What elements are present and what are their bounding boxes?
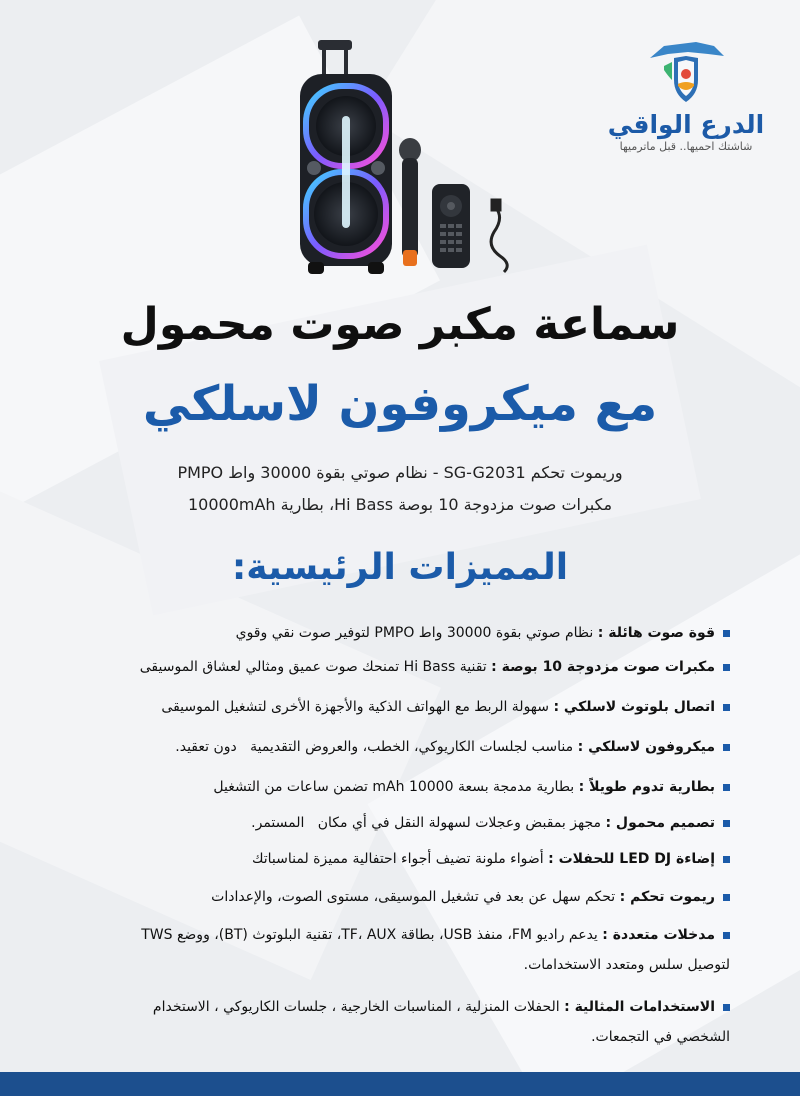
feature-text: مجهز بمقبض وعجلات لسهولة النقل في أي مكان <box>317 815 601 831</box>
feature-prefix: دون تعقيد. <box>175 739 237 755</box>
feature-label: قوة صوت هائلة : <box>597 625 715 641</box>
brand-name: الدرع الواقي <box>607 110 765 139</box>
feature-item <box>70 770 730 804</box>
subtitle-line-1: وريموت تحكم SG-G2031 - نظام صوتي بقوة 30000 واط PMPO <box>177 463 623 482</box>
features-heading: المميزات الرئيسية: <box>231 547 569 588</box>
feature-label: مكبرات صوت مزدوجة 10 بوصة : <box>491 659 715 675</box>
page-title: سماعة مكبر صوت محمول <box>120 299 680 350</box>
bullet-icon <box>723 744 730 751</box>
feature-text: تحكم سهل عن بعد في تشغيل الموسيقى، مستوى الصوت، والإعدادات <box>211 889 616 905</box>
product-image <box>290 36 540 286</box>
remote-control-icon <box>432 184 470 268</box>
feature-prefix: المستمر. <box>251 815 305 831</box>
feature-label: ريموت تحكم : <box>619 889 715 905</box>
bullet-icon <box>723 1004 730 1011</box>
feature-item <box>70 690 730 724</box>
feature-item <box>70 650 730 684</box>
feature-continuation: لتوصيل سلس ومتعدد الاستخدامات. <box>523 957 730 973</box>
feature-text: سهولة الربط مع الهواتف الذكية والأجهزة الأخرى لتشغيل الموسيقى <box>161 699 549 715</box>
feature-label: إضاءة LED DJ للحفلات : <box>548 851 715 867</box>
bullet-icon <box>723 784 730 791</box>
feature-label: مدخلات متعددة : <box>602 927 715 943</box>
bullet-icon <box>723 856 730 863</box>
bullet-icon <box>723 664 730 671</box>
feature-text: نظام صوتي بقوة 30000 واط PMPO لتوفير صوت نقي وقوي <box>235 625 594 641</box>
speaker-icon <box>300 40 392 274</box>
feature-item <box>70 918 730 952</box>
feature-text: بطارية مدمجة بسعة 10000 mAh تضمن ساعات من التشغيل <box>213 779 575 795</box>
feature-item <box>70 990 730 1024</box>
brand-tagline: شاشتك احميها.. قبل ماترميها <box>619 140 753 153</box>
feature-text: تقنية Hi Bass تمنحك صوت عميق ومثالي لعشاق الموسيقى <box>139 659 487 675</box>
feature-label: بطارية تدوم طويلاً : <box>578 779 715 795</box>
feature-continuation: الشخصي في التجمعات. <box>591 1029 730 1045</box>
footer-bar <box>0 1072 800 1096</box>
feature-item <box>70 730 730 764</box>
bullet-icon <box>723 630 730 637</box>
bullet-icon <box>723 820 730 827</box>
feature-label: تصميم محمول : <box>605 815 715 831</box>
feature-label: اتصال بلوتوث لاسلكي : <box>553 699 715 715</box>
bullet-icon <box>723 704 730 711</box>
feature-label: الاستخدامات المثالية : <box>564 999 715 1015</box>
feature-text: أضواء ملونة تضيف أجواء احتفالية مميزة لمناسباتك <box>251 851 544 867</box>
feature-label: ميكروفون لاسلكي : <box>577 739 715 755</box>
microphone-icon <box>399 138 421 266</box>
bullet-icon <box>723 894 730 901</box>
feature-item <box>70 842 730 876</box>
feature-text: يدعم راديو FM، منفذ USB، بطاقة TF، AUX، تقنية البلوتوث (BT)، ووضع TWS <box>141 927 598 943</box>
feature-item <box>70 616 730 650</box>
feature-item <box>70 806 730 840</box>
cable-icon <box>491 200 507 272</box>
subtitle-line-2: مكبرات صوت مزدوجة 10 بوصة Hi Bass، بطارية 10000mAh <box>187 495 613 514</box>
shield-logo-icon <box>644 36 728 108</box>
brand-logo <box>598 36 774 166</box>
bullet-icon <box>723 932 730 939</box>
page-subtitle-title: مع ميكروفون لاسلكي <box>142 376 658 432</box>
feature-item <box>70 880 730 914</box>
feature-text: مناسب لجلسات الكاريوكي، الخطب، والعروض التقديمية <box>250 739 574 755</box>
feature-text: الحفلات المنزلية ، المناسبات الخارجية ، جلسات الكاريوكي ، الاستخدام <box>152 999 560 1015</box>
